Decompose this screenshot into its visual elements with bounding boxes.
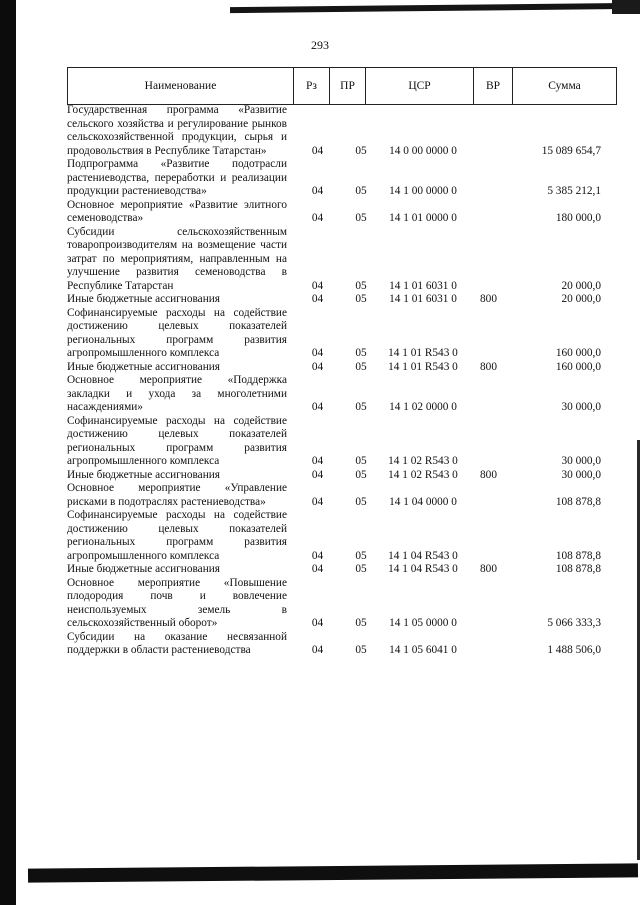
cell-name: Софинансируемые расходы на содействие достижению целевых показателей региональных программ развития агропромышленного комплекса — [67, 414, 287, 467]
cell-pr: 05 — [355, 495, 367, 508]
scan-top-edge — [230, 3, 638, 13]
cell-csr: 14 1 02 0000 0 — [389, 401, 457, 413]
cell-rz: 04 — [311, 144, 324, 157]
scan-left-edge — [0, 0, 16, 905]
cell-name: Основное мероприятие «Управление рисками в подотраслях растениеводства» — [67, 482, 287, 508]
cell-name: Иные бюджетные ассигнования — [67, 360, 220, 373]
cell-rz: 04 — [311, 185, 324, 197]
table-row — [67, 482, 615, 509]
scan-bottom-edge — [28, 863, 638, 882]
cell-vr: 800 — [480, 360, 497, 373]
cell-pr: 05 — [355, 279, 367, 292]
cell-sum: 180 000,0 — [555, 212, 601, 224]
cell-sum: 108 878,8 — [555, 549, 601, 562]
cell-name: Подпрограмма «Развитие подотрасли растениеводства, переработки и реализации продукции растениеводства» — [67, 158, 287, 197]
table-body — [67, 104, 615, 658]
cell-csr: 14 1 00 0000 0 — [389, 185, 457, 197]
cell-pr: 05 — [355, 212, 367, 224]
table-row — [67, 226, 615, 294]
cell-sum: 30 000,0 — [561, 401, 601, 413]
cell-sum: 15 089 654,7 — [541, 144, 601, 157]
cell-pr: 05 — [355, 144, 367, 157]
cell-rz: 04 — [311, 563, 324, 575]
table-row — [67, 415, 615, 469]
cell-sum: 108 878,8 — [555, 563, 601, 575]
header-name: Наименование — [68, 68, 294, 104]
cell-rz: 04 — [311, 401, 324, 413]
cell-name: Иные бюджетные ассигнования — [67, 563, 220, 575]
table-row — [67, 469, 615, 483]
cell-rz: 04 — [311, 293, 324, 305]
cell-pr: 05 — [355, 617, 367, 629]
cell-csr: 14 1 01 6031 0 — [389, 293, 457, 305]
cell-pr: 05 — [355, 468, 367, 481]
header-pr: ПР — [330, 68, 366, 104]
cell-csr: 14 1 04 R543 0 — [388, 563, 458, 575]
header-csr: ЦСР — [366, 68, 474, 104]
header-sum: Сумма — [548, 80, 581, 92]
table-row — [67, 631, 615, 658]
cell-vr: 800 — [480, 293, 497, 305]
table-header — [67, 67, 617, 105]
table-row — [67, 199, 615, 226]
cell-pr: 05 — [355, 549, 367, 562]
cell-csr: 14 1 02 R543 0 — [388, 468, 458, 481]
table-row — [67, 374, 615, 415]
cell-rz: 04 — [311, 617, 324, 629]
scan-corner-mark — [612, 0, 640, 14]
cell-csr: 14 1 04 R543 0 — [388, 549, 458, 562]
table-row — [67, 361, 615, 375]
cell-rz: 04 — [311, 455, 324, 467]
cell-name: Иные бюджетные ассигнования — [67, 293, 220, 305]
cell-rz: 04 — [311, 347, 324, 359]
cell-rz: 04 — [311, 212, 324, 224]
cell-name: Основное мероприятие «Развитие элитного семеноводства» — [67, 198, 287, 224]
cell-vr: 800 — [480, 468, 497, 481]
cell-pr: 05 — [355, 563, 367, 575]
cell-rz: 04 — [311, 468, 324, 481]
cell-sum: 1 488 506,0 — [547, 644, 601, 656]
cell-rz: 04 — [311, 279, 324, 292]
cell-csr: 14 1 04 0000 0 — [389, 495, 457, 508]
table-row — [67, 509, 615, 563]
cell-pr: 05 — [355, 455, 367, 467]
cell-name: Основное мероприятие «Повышение плодородия почв и вовлечение неиспользуемых земель в сельскохозяйственный оборот» — [67, 576, 287, 629]
cell-sum: 5 385 212,1 — [547, 185, 601, 197]
table-row — [67, 307, 615, 361]
cell-csr: 14 1 01 R543 0 — [388, 347, 458, 359]
header-vr: ВР — [474, 68, 513, 104]
cell-sum: 160 000,0 — [555, 347, 601, 359]
cell-rz: 04 — [311, 495, 324, 508]
cell-sum: 30 000,0 — [561, 455, 601, 467]
table-row — [67, 563, 615, 577]
table-row — [67, 104, 615, 158]
cell-sum: 30 000,0 — [561, 468, 601, 481]
cell-csr: 14 1 02 R543 0 — [388, 455, 458, 467]
cell-name: Субсидии сельскохозяйственным товаропроизводителям на возмещение части затрат по мероприятиям, направленным на улучшение развития семеноводства в Республике Татарстан — [67, 225, 287, 292]
cell-sum: 20 000,0 — [561, 293, 601, 305]
cell-pr: 05 — [355, 185, 367, 197]
cell-pr: 05 — [355, 401, 367, 413]
header-rz: Рз — [294, 68, 330, 104]
cell-sum: 5 066 333,3 — [547, 617, 601, 629]
cell-pr: 05 — [355, 360, 367, 373]
cell-pr: 05 — [355, 293, 367, 305]
table-row — [67, 293, 615, 307]
cell-name: Софинансируемые расходы на содействие достижению целевых показателей региональных программ развития агропромышленного комплекса — [67, 509, 287, 562]
cell-csr: 14 1 01 R543 0 — [388, 360, 458, 373]
cell-rz: 04 — [311, 644, 324, 656]
page-number: 293 — [311, 38, 329, 52]
cell-vr: 800 — [480, 563, 497, 575]
cell-csr: 14 1 01 6031 0 — [389, 279, 457, 292]
cell-name: Софинансируемые расходы на содействие достижению целевых показателей региональных программ развития агропромышленного комплекса — [67, 306, 287, 359]
cell-pr: 05 — [355, 347, 367, 359]
cell-csr: 14 0 00 0000 0 — [389, 144, 457, 157]
cell-pr: 05 — [355, 644, 367, 656]
cell-name: Основное мероприятие «Поддержка закладки и ухода за многолетними насаждениями» — [67, 374, 287, 413]
cell-csr: 14 1 01 0000 0 — [389, 212, 457, 224]
table-row — [67, 158, 615, 199]
cell-rz: 04 — [311, 360, 324, 373]
cell-name: Субсидии на оказание несвязанной поддержки в области растениеводства — [67, 630, 287, 656]
cell-name: Государственная программа «Развитие сельского хозяйства и регулирование рынков сельскохозяйственной продукции, сырья и продовольствия в Республике Татарстан» — [67, 104, 287, 157]
cell-sum: 20 000,0 — [561, 279, 601, 292]
cell-name: Иные бюджетные ассигнования — [67, 468, 220, 481]
cell-csr: 14 1 05 0000 0 — [389, 617, 457, 629]
cell-sum: 108 878,8 — [555, 495, 601, 508]
cell-sum: 160 000,0 — [555, 360, 601, 373]
cell-csr: 14 1 05 6041 0 — [389, 644, 457, 656]
cell-rz: 04 — [311, 549, 324, 562]
table-row — [67, 577, 615, 631]
